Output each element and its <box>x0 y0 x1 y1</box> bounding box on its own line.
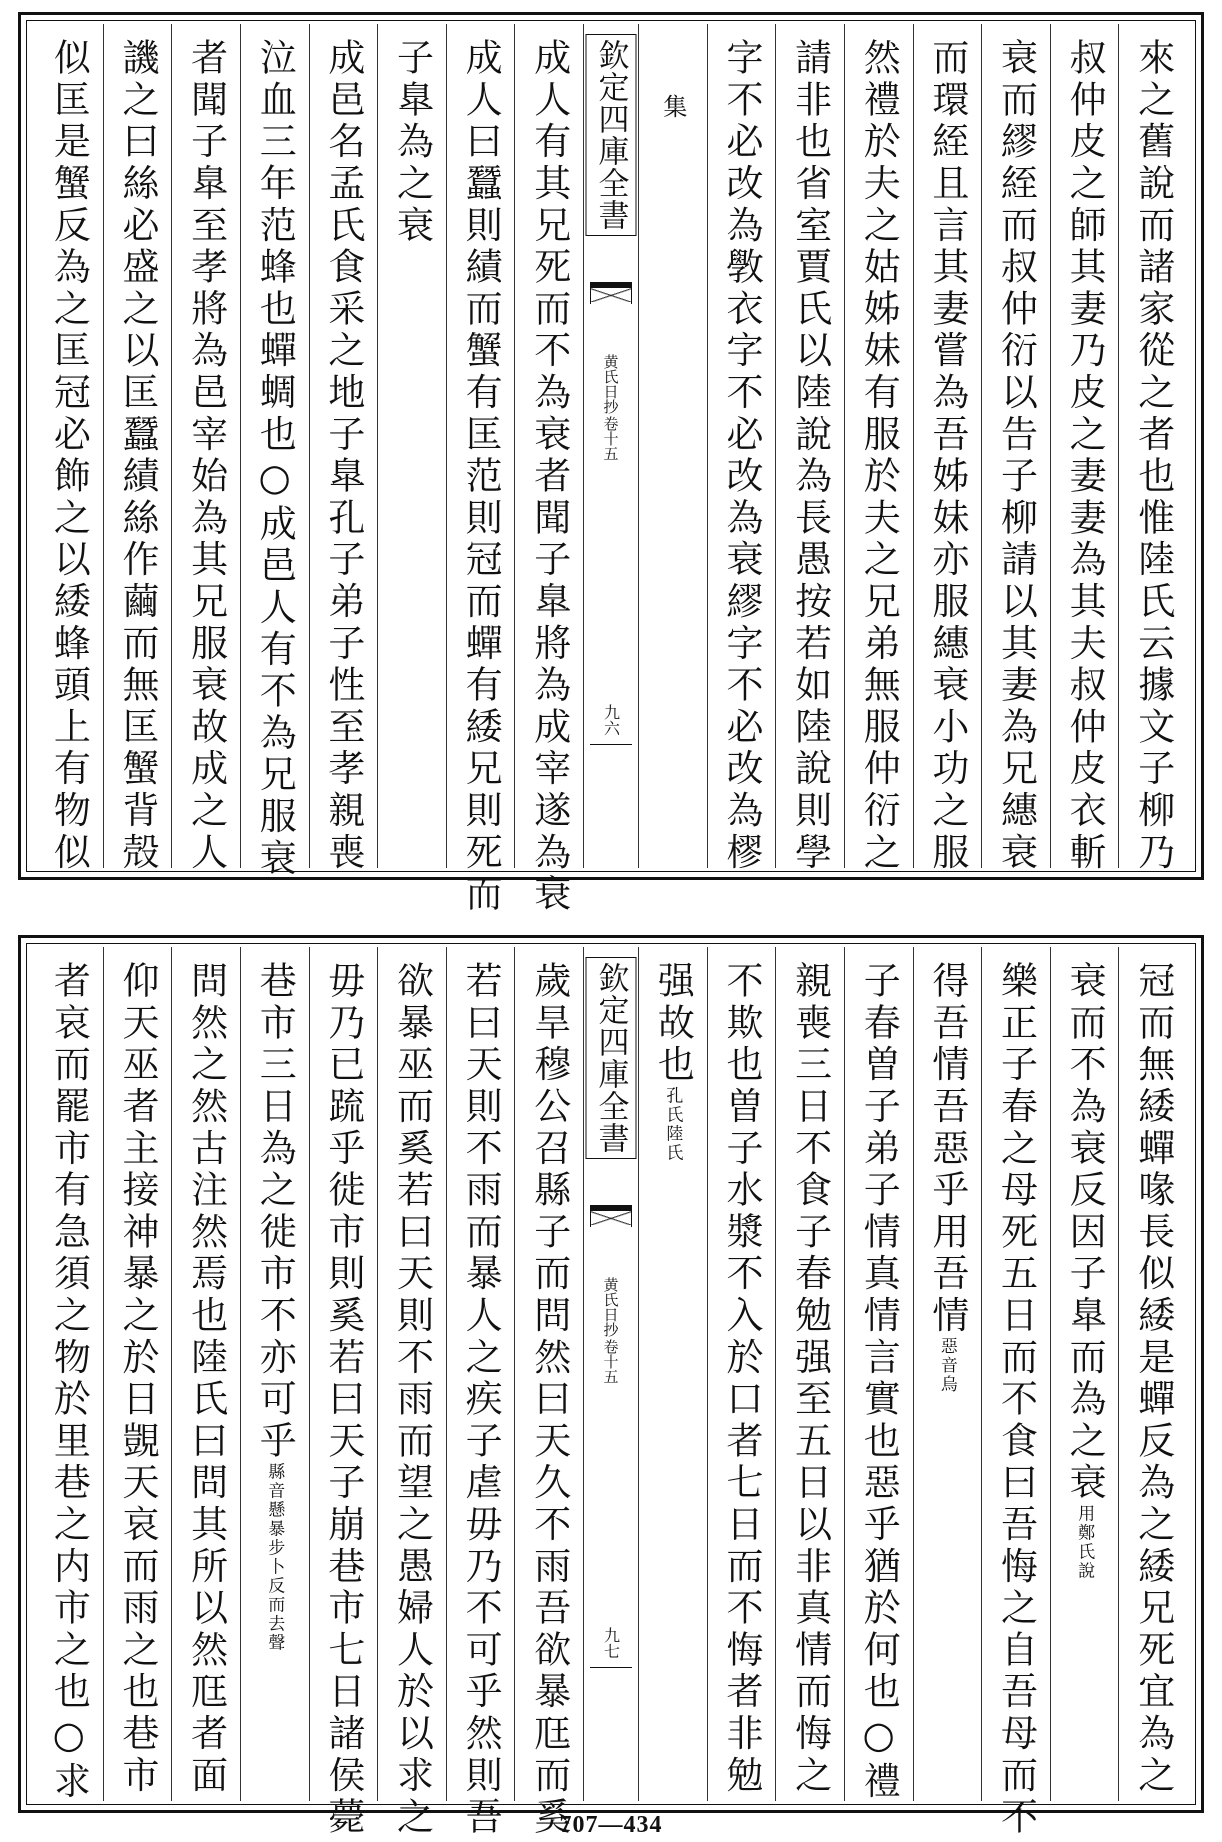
text-column: 冠而無緌蟬喙長似緌是蟬反為之緌兄死宜為之 <box>1118 947 1187 1801</box>
text-column: 衰而繆絰而叔仲衍以告子柳請以其妻為兄繐衰 <box>981 24 1050 868</box>
text-column: 然禮於夫之姑姊妹有服於夫之兄弟無服仲衍之 <box>844 24 913 868</box>
book-title: 欽定四庫全書 <box>586 957 637 1159</box>
text-column: 毋乃已䟽乎徙市則奚若曰天子崩巷市七日諸侯薨 <box>309 947 378 1801</box>
fish-tail-mark-icon <box>590 1205 632 1227</box>
text-column: 字不必改為斆衣字不必改為衰繆字不必改為樛 <box>707 24 776 868</box>
annotation-note: 孔氏陸氏 <box>662 1086 683 1163</box>
center-fold <box>583 947 638 1801</box>
text-column: 譏之曰絲必盛之以匡蠶績絲作繭而無匡蟹背殻 <box>103 24 172 868</box>
center-fold <box>583 24 638 868</box>
text-column: 者聞子臯至孝將為邑宰始為其兄服衰故成之人 <box>171 24 240 868</box>
text-column: 者哀而罷市有急須之物於里巷之内市之也○求 <box>47 961 91 1803</box>
chapter-info: 黄氏日抄 卷十五 <box>601 354 620 461</box>
text-column: 衰而不為衰反因子臯而為之衰用鄭氏說 <box>1050 947 1119 1801</box>
text-column: 子春曽子弟子情真情言實也惡乎猶於何也○禮 <box>844 947 913 1801</box>
text-column: 來之舊說而諸家從之者也惟陸氏云據文子柳乃 <box>1118 24 1187 868</box>
fish-tail-mark-icon <box>590 282 632 304</box>
text-column: 似匡是蟹反為之匡冠必飾之以緌蜂頭上有物似 <box>47 38 91 874</box>
text-column: 泣血三年范蜂也蟬蜩也○成邑人有不為兄服衰 <box>240 24 309 868</box>
folio-number: 九六 <box>601 704 621 736</box>
folio-number: 九七 <box>601 1627 621 1659</box>
divider <box>590 744 632 745</box>
text-column: 問然之然古注然焉也陸氏曰問其所以然尫者面 <box>171 947 240 1801</box>
page-top-columns <box>35 24 1187 916</box>
text-column: 若曰天則不雨而暴人之疾子虐毋乃不可乎然則吾 <box>446 947 515 1801</box>
text-column: 集 <box>638 24 707 868</box>
text-column: 强故也孔氏陸氏 <box>638 947 707 1801</box>
chapter-info: 黄氏日抄 卷十五 <box>601 1277 620 1384</box>
text-column: 叔仲皮之師其妻乃皮之妻妻為其夫叔仲皮衣斬 <box>1050 24 1119 868</box>
annotation-note: 惡音烏 <box>936 1337 957 1395</box>
text-column: 不欺也曽子水漿不入於口者七日而不悔者非勉 <box>707 947 776 1801</box>
annotation-note: 縣音懸暴步卜反而去聲 <box>264 1462 285 1653</box>
text-column: 成人曰蠶則績而蟹有匡范則冠而蟬有緌兄則死而 <box>446 24 515 868</box>
text-column: 欲暴巫而奚若曰天則不雨而望之愚婦人於以求之 <box>377 947 446 1801</box>
text-column: 仰天巫者主接神暴之於日覬天哀而雨之也巷市 <box>103 947 172 1801</box>
page-number: 707—434 <box>559 1812 663 1838</box>
divider <box>590 1667 632 1668</box>
text-column: 成邑名孟氏食采之地子臯孔子弟子性至孝親喪 <box>309 24 378 868</box>
text-column: 成人有其兄死而不為衰者聞子臯將為成宰遂為衰 <box>514 24 583 868</box>
text-column: 親喪三日不食子春勉强至五日以非真情而悔之 <box>775 947 844 1801</box>
text-column: 得吾情吾惡乎用吾情惡音烏 <box>913 947 982 1801</box>
text-column: 巷市三日為之徙市不亦可乎縣音懸暴步卜反而去聲 <box>240 947 309 1801</box>
text-column: 請非也省室賈氏以陸說為長愚按若如陸說則學 <box>775 24 844 868</box>
text-column: 子臯為之衰 <box>377 24 446 868</box>
text-column: 樂正子春之母死五日而不食曰吾悔之自吾母而不 <box>981 947 1050 1801</box>
annotation-note: 用鄭氏說 <box>1074 1504 1095 1581</box>
book-title: 欽定四庫全書 <box>586 34 637 236</box>
text-column: 而環絰且言其妻嘗為吾姊妹亦服繐衰小功之服 <box>913 24 982 868</box>
page-top <box>18 12 1204 916</box>
text-column: 歲旱穆公召縣子而問然曰天久不雨吾欲暴尫而奚 <box>514 947 583 1801</box>
